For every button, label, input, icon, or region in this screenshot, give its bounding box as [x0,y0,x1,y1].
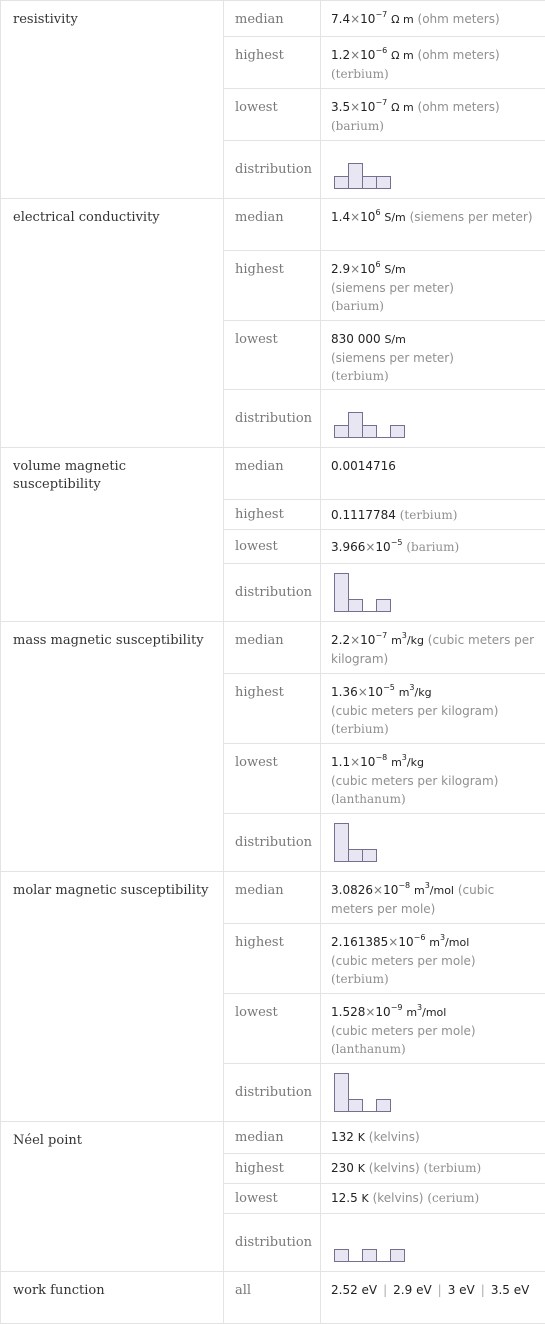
volume-susceptibility-highest-value: 0.1117784 (terbium) [321,500,545,530]
molar-susceptibility-lowest-value: $1.528\times 10^{-9}$ $m^3$/mol (cubic meters per mole) (lanthanum) [321,994,545,1064]
table-row [1,622,545,674]
row-label-median: median [224,199,321,251]
table-row [1,1272,545,1324]
row-label-highest: highest [224,37,321,89]
mass-susceptibility-lowest-value: $1.1\times 10^{-8}$ $m^3/kg$ (cubic meters per kilogram) (lanthanum) [321,744,545,814]
row-label-median: median [224,872,321,924]
neel-lowest-value: 12.5 K (kelvins) (cerium) [321,1184,545,1214]
work-function-value: 3.5 eV [490,1283,530,1297]
resistivity-median-value: $7.4\times 10^{-7}$ Ω m (ohm meters) [321,1,545,37]
row-label-lowest: lowest [224,1184,321,1214]
table-row [1,1,545,37]
conductivity-lowest-value: 830 000 S/m (siemens per meter) (terbium) [321,321,545,390]
row-label-distribution: distribution [224,1214,321,1272]
table-row [1,872,545,924]
histogram-bar [334,573,349,612]
distribution-cell [321,1064,545,1122]
property-name-neel-point: Néel point [1,1122,224,1272]
histogram-bar [348,163,363,189]
row-label-median: median [224,448,321,500]
value-separator: | [437,1283,442,1297]
row-label-highest: highest [224,500,321,530]
volume-susceptibility-lowest-value: $3.966\times 10^{-5}$ (barium) [321,530,545,564]
row-label-highest: highest [224,251,321,321]
distribution-cell [321,390,545,448]
row-label-distribution: distribution [224,814,321,872]
conductivity-highest-value: $2.9\times 10^6$ S/m (siemens per meter) (barium) [321,251,545,321]
distribution-cell [321,814,545,872]
distribution-histogram [331,399,401,439]
property-name-electrical-conductivity: electrical conductivity [1,199,224,448]
histogram-baseline [334,1261,405,1262]
distribution-histogram [331,150,401,190]
resistivity-lowest-value: $3.5\times 10^{-7}$ Ω m (ohm meters) (barium) [321,89,545,141]
histogram-baseline [334,1111,391,1112]
row-label-lowest: lowest [224,321,321,390]
row-label-median: median [224,1122,321,1154]
table-row [1,199,545,251]
value-separator: | [480,1283,485,1297]
work-function-value: 2.9 eV [393,1283,432,1297]
row-label-highest: highest [224,924,321,994]
distribution-histogram [331,823,401,863]
mass-susceptibility-highest-value: $1.36\times 10^{-5}$ $m^3/kg$ (cubic meters per kilogram) (terbium) [321,674,545,744]
histogram-baseline [334,861,377,862]
row-label-distribution: distribution [224,564,321,622]
row-label-highest: highest [224,674,321,744]
row-label-lowest: lowest [224,89,321,141]
property-name-work-function: work function [1,1272,224,1324]
row-label-median: median [224,622,321,674]
distribution-cell [321,564,545,622]
work-function-values [321,1272,545,1324]
row-label-lowest: lowest [224,744,321,814]
row-label-distribution: distribution [224,390,321,448]
histogram-baseline [334,188,391,189]
property-name-molar-magnetic-susceptibility: molar magnetic susceptibility [1,872,224,1122]
work-function-value: 3 eV [447,1283,475,1297]
table-row [1,1122,545,1154]
distribution-cell [321,1214,545,1272]
value-separator: | [383,1283,388,1297]
histogram-baseline [334,437,405,438]
row-label-distribution: distribution [224,141,321,199]
histogram-bar [334,823,349,862]
histogram-bar [334,1073,349,1112]
row-label-median: median [224,1,321,37]
property-name-volume-magnetic-susceptibility: volume magnetic susceptibility [1,448,224,622]
row-label-lowest: lowest [224,994,321,1064]
resistivity-highest-value: $1.2\times 10^{-6}$ Ω m (ohm meters) (terbium) [321,37,545,89]
work-function-value: 2.52 eV [331,1283,378,1297]
neel-median-value: 132 K (kelvins) [321,1122,545,1154]
table-row [1,448,545,500]
property-name-resistivity: resistivity [1,1,224,199]
mass-susceptibility-median-value: $2.2\times 10^{-7}$ $m^3/kg$ (cubic meters per kilogram) [321,622,545,674]
molar-susceptibility-highest-value: $2.161385\times 10^{-6}$ $m^3$/mol (cubic meters per mole) (terbium) [321,924,545,994]
histogram-bar [348,412,363,438]
row-label-distribution: distribution [224,1064,321,1122]
property-name-mass-magnetic-susceptibility: mass magnetic susceptibility [1,622,224,872]
distribution-histogram [331,1073,401,1113]
distribution-histogram [331,1223,401,1263]
molar-susceptibility-median-value: $3.0826\times 10^{-8}$ $m^3$/mol (cubic meters per mole) [321,872,545,924]
distribution-histogram [331,573,401,613]
neel-highest-value: 230 K (kelvins) (terbium) [321,1154,545,1184]
distribution-cell [321,141,545,199]
row-label-lowest: lowest [224,530,321,564]
volume-susceptibility-median-value: 0.0014716 [321,448,545,500]
conductivity-median-value: $1.4\times 10^6$ S/m (siemens per meter) [321,199,545,251]
row-label-highest: highest [224,1154,321,1184]
histogram-baseline [334,611,391,612]
row-label-all: all [224,1272,321,1324]
